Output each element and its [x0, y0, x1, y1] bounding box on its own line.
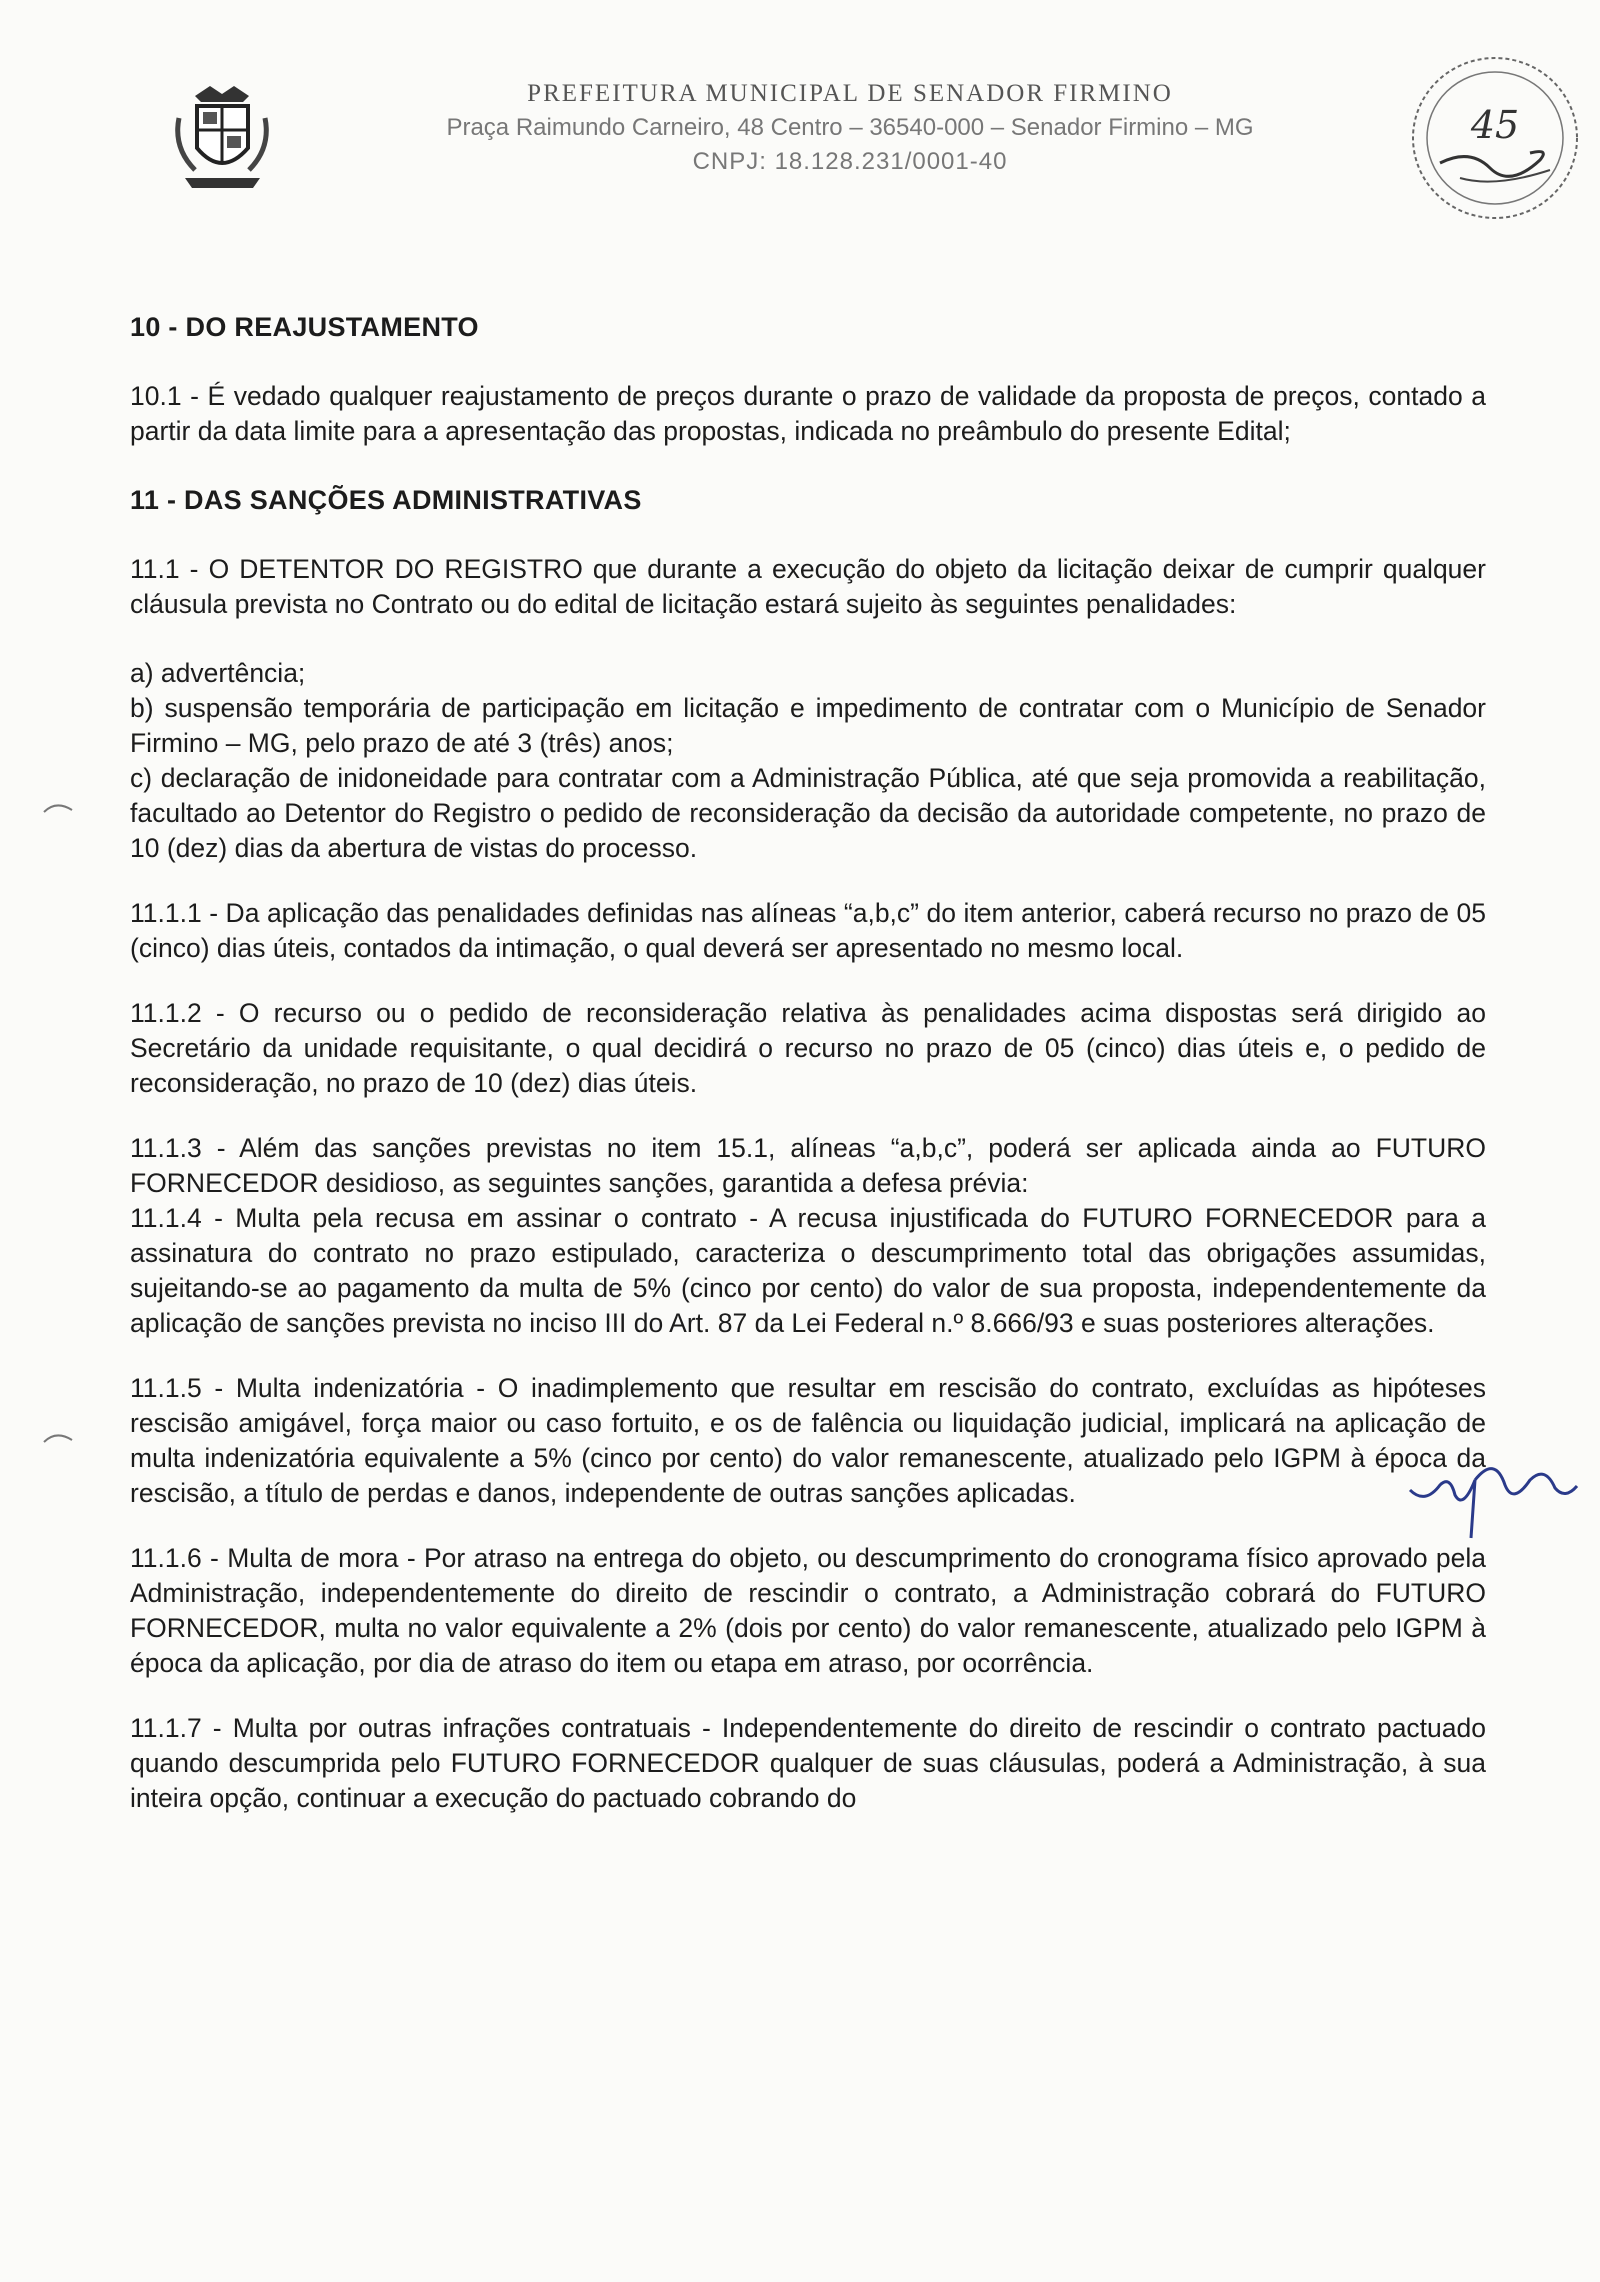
margin-mark	[42, 798, 78, 816]
org-name: PREFEITURA MUNICIPAL DE SENADOR FIRMINO	[527, 80, 1173, 107]
clause-11-1: 11.1 - O DETENTOR DO REGISTRO que durante a execução do objeto da licitação deixar de cumprir qualquer cláusula prevista no Contrato ou do edital de licitação estará sujeito às seguintes penalidades:	[130, 554, 1486, 619]
clause-11-1-5: 11.1.5 - Multa indenizatória - O inadimplemento que resultar em rescisão do contrato, excluídas as hipóteses rescisão amigável, força maior ou caso fortuito, e os de falência ou liquidação judicial, implicará na aplicação de multa indenizatória equivalente a 5% (cinco por cento) do valor remanescente, atualizado pelo IGPM à época da rescisão, a título de perdas e danos, independente de outras sanções aplicadas.	[130, 1373, 1486, 1508]
section-11-heading: 11 - DAS SANÇÕES ADMINISTRATIVAS	[130, 485, 642, 515]
clause-11-1-6: 11.1.6 - Multa de mora - Por atraso na entrega do objeto, ou descumprimento do cronograma físico aprovado pela Administração, independentemente do direito de rescindir o contrato, a Administração cobrará do FUTURO FORNECEDOR, multa no valor equivalente a 2% (dois por cento) do valor remanescente, atualizado pelo IGPM à época da aplicação, por dia de atraso do item ou etapa em atraso, por ocorrência.	[130, 1543, 1486, 1678]
handwritten-rubric	[1405, 1450, 1580, 1540]
org-cnpj: CNPJ: 18.128.231/0001-40	[692, 148, 1008, 175]
clause-11-1-7: 11.1.7 - Multa por outras infrações contratuais - Independentemente do direito de rescindir o contrato pactuado quando descumprida pelo FUTURO FORNECEDOR qualquer de suas cláusulas, poderá a Administração, à sua inteira opção, continuar a execução do pactuado cobrando do	[130, 1713, 1486, 1813]
clause-10-1: 10.1 - É vedado qualquer reajustamento de preços durante o prazo de validade da proposta de preços, contado a partir da data limite para a apresentação das propostas, indicada no preâmbulo do presente Edital;	[130, 381, 1486, 446]
municipal-crest-logo	[165, 78, 280, 193]
org-address: Praça Raimundo Carneiro, 48 Centro – 36540-000 – Senador Firmino – MG	[446, 114, 1254, 141]
section-10-heading: 10 - DO REAJUSTAMENTO	[130, 312, 479, 342]
letterhead	[350, 80, 1350, 176]
penalty-a: a) advertência;	[130, 658, 306, 688]
stamp-page-number: 45	[1470, 103, 1520, 147]
document-body	[130, 310, 1486, 1816]
clause-11-1-1: 11.1.1 - Da aplicação das penalidades definidas nas alíneas “a,b,c” do item anterior, caberá recurso no prazo de 05 (cinco) dias úteis, contados da intimação, o qual deverá ser apresentado no mesmo local.	[130, 898, 1486, 963]
penalty-b: b) suspensão temporária de participação em licitação e impedimento de contratar com o Município de Senador Firmino – MG, pelo prazo de até 3 (três) anos;	[130, 693, 1486, 758]
clause-11-1-3: 11.1.3 - Além das sanções previstas no item 15.1, alíneas “a,b,c”, poderá ser aplicada ainda ao FUTURO FORNECEDOR desidioso, as seguintes sanções, garantida a defesa prévia:	[130, 1133, 1486, 1198]
margin-mark	[42, 1428, 78, 1446]
penalty-c: c) declaração de inidoneidade para contratar com a Administração Pública, até que seja promovida a reabilitação, facultado ao Detentor do Registro o pedido de reconsideração da decisão da autoridade competente, no prazo de 10 (dez) dias da abertura de vistas do processo.	[130, 763, 1486, 863]
clause-11-1-2: 11.1.2 - O recurso ou o pedido de reconsideração relativa às penalidades acima dispostas será dirigido ao Secretário da unidade requisitante, o qual decidirá o recurso no prazo de 05 (cinco) dias úteis e, o pedido de reconsideração, no prazo de 10 (dez) dias úteis.	[130, 998, 1486, 1098]
clause-11-1-4: 11.1.4 - Multa pela recusa em assinar o contrato - A recusa injustificada do FUTURO FORNECEDOR para a assinatura do contrato no prazo estipulado, caracteriza o descumprimento total das obrigações assumidas, sujeitando-se ao pagamento da multa de 5% (cinco por cento) do valor de sua proposta, independentemente da aplicação de sanções prevista no inciso III do Art. 87 da Lei Federal n.º 8.666/93 e suas posteriores alterações.	[130, 1203, 1486, 1338]
page-stamp	[1400, 48, 1590, 228]
